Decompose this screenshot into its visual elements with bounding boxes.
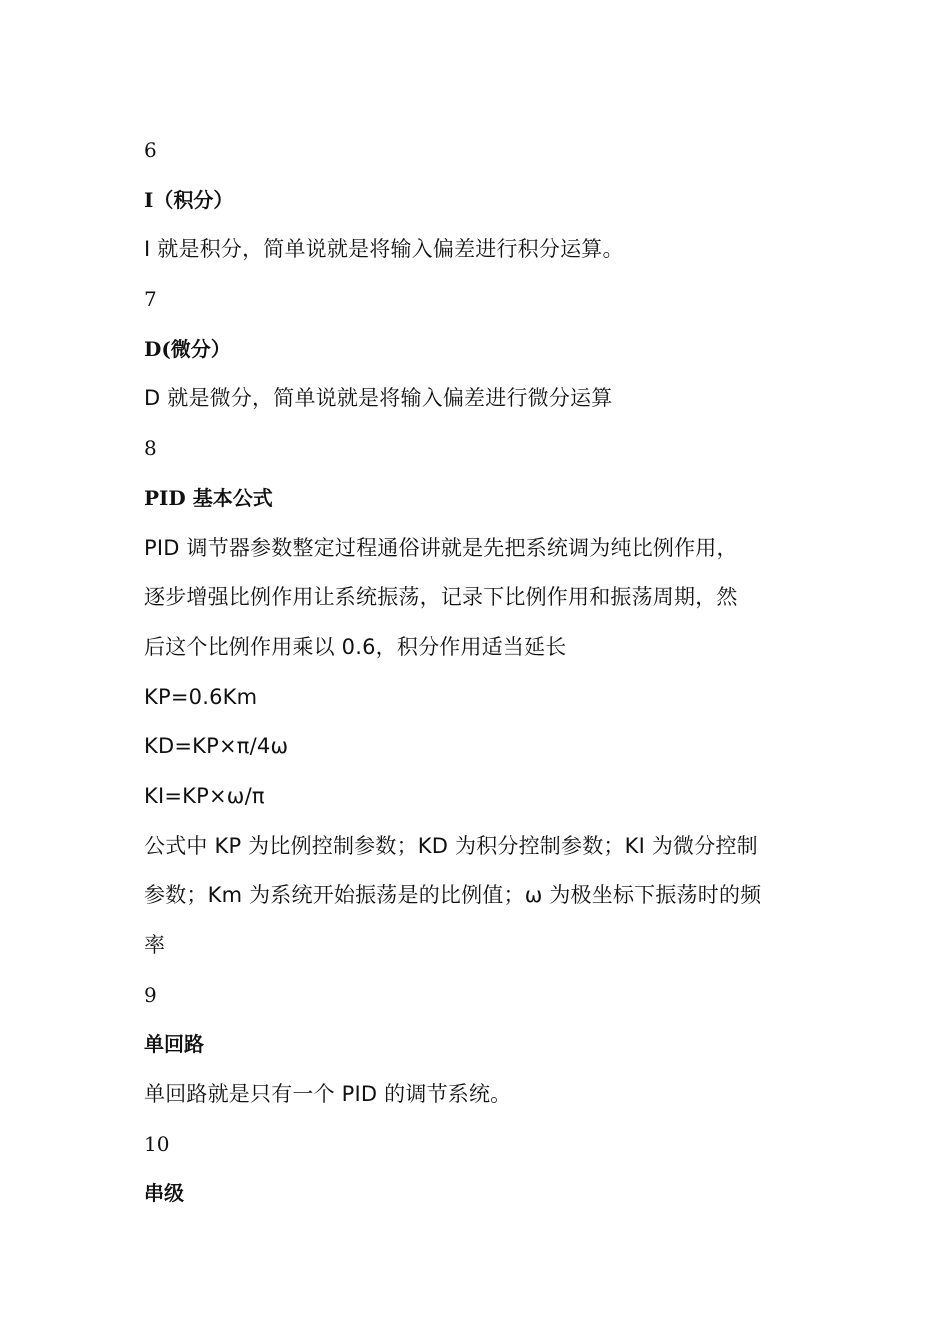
paragraph-line: D 就是微分，简单说就是将输入偏差进行微分运算: [144, 386, 613, 411]
paragraph-line: 率: [144, 933, 166, 957]
section-heading-cascade: 串级: [144, 1181, 184, 1206]
section-heading-pid-formula: PID 基本公式: [144, 485, 273, 510]
section-number-8: 8: [144, 436, 157, 461]
section-number-6: 6: [144, 138, 157, 162]
paragraph-line: I 就是积分，简单说就是将输入偏差进行积分运算。: [144, 237, 624, 262]
section-number-7: 7: [144, 287, 157, 312]
formula-ki: KI=KP×ω/π: [144, 783, 265, 808]
paragraph-line: PID 调节器参数整定过程通俗讲就是先把系统调为纯比例作用，: [144, 535, 738, 560]
section-heading-integral: I（积分）: [144, 187, 234, 212]
section-number-9: 9: [144, 982, 157, 1007]
section-number-10: 10: [144, 1131, 170, 1156]
paragraph-line: 单回路就是只有一个 PID 的调节系统。: [144, 1082, 512, 1107]
formula-kd: KD=KP×π/4ω: [144, 734, 289, 759]
section-heading-single-loop: 单回路: [144, 1032, 204, 1057]
paragraph-line: 公式中 KP 为比例控制参数；KD 为积分控制参数；KI 为微分控制: [144, 833, 758, 858]
paragraph-line: 逐步增强比例作用让系统振荡，记录下比例作用和振荡周期，然: [144, 585, 738, 610]
document-page: [144, 126, 816, 1219]
paragraph-line: 后这个比例作用乘以 0.6，积分作用适当延长: [144, 634, 567, 659]
section-heading-derivative: D(微分）: [144, 336, 231, 361]
formula-kp: KP=0.6Km: [144, 684, 258, 709]
paragraph-line: 参数；Km 为系统开始振荡是的比例值；ω 为极坐标下振荡时的频: [144, 883, 762, 908]
